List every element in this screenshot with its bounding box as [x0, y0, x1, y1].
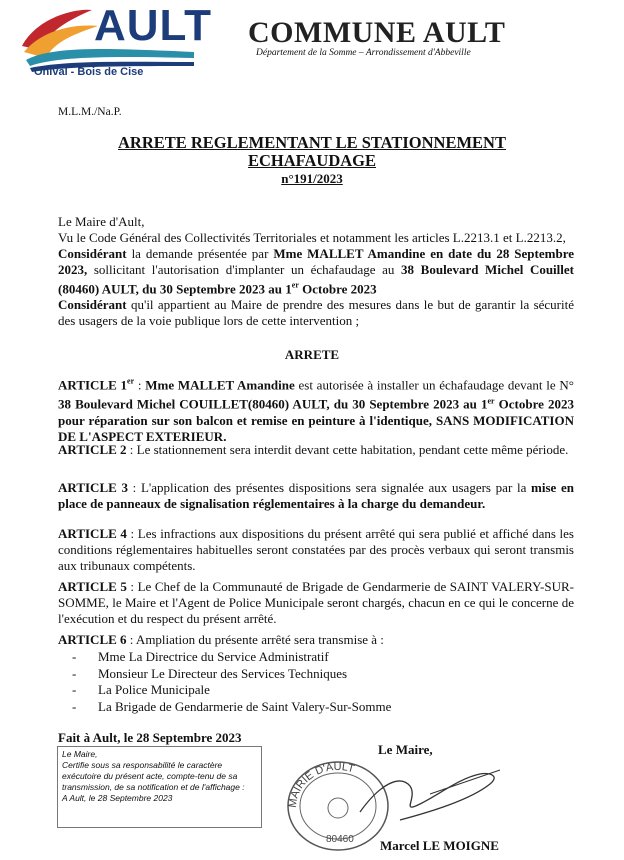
mayor-name: Marcel LE MOIGNE	[380, 838, 499, 853]
article-3: ARTICLE 3 : L'application des présentes dispositions sera signalée aux usagers par la mise en place de panneaux de signalisation réglementaires à la charge du demandeur.	[58, 480, 575, 511]
mayor-label: Le Maire,	[378, 742, 433, 757]
preamble-vu: Vu le Code Général des Collectivités Territoriales et notamment les articles L.2213.1 et L.2213.2,	[58, 230, 566, 245]
commune-subtitle: Département de la Somme – Arrondissement d'Abbeville	[256, 48, 471, 58]
handwritten-signature	[340, 764, 510, 828]
cert-line: Certifie sous sa responsabilité le caractère exécutoire du présent acte, compte-tenu de sa transmission, de sa notification et de l'affichage :	[62, 760, 245, 792]
list-item: - Monsieur Le Directeur des Services Techniques	[72, 665, 348, 681]
document-title-line2: ECHAFAUDAGE	[247, 151, 377, 170]
article-2: ARTICLE 2 : Le stationnement sera interdit devant cette habitation, pendant cette même période.	[58, 442, 569, 457]
list-item: - La Brigade de Gendarmerie de Saint Valery-Sur-Somme	[72, 698, 392, 714]
arrete-heading: ARRETE	[284, 347, 340, 362]
list-item: - Mme La Directrice du Service Administratif	[72, 649, 329, 664]
article-4: ARTICLE 4 : Les infractions aux dispositions du présent arrêté qui sera publié et affiché dans les conditions réglementaires habituelles seront constatées par des procès verbaux qui seront transmis aux tribunaux compétents.	[58, 526, 574, 573]
document-title-line1: ARRETE REGLEMENTANT LE STATIONNEMENT	[118, 133, 506, 152]
preamble-considerant-1: Considérant la demande présentée par Mme MALLET Amandine en date du 28 Septembre 2023, sollicitant l'autorisation d'implanter un échafaudage au 38 Boulevard Michel Couillet (80460) AULT, du 30 Septembre 2023 au 1er Octobre 2023	[58, 246, 575, 297]
article-1: ARTICLE 1er : Mme MALLET Amandine est autorisée à installer un échafaudage devant le N° 38 Boulevard Michel COUILLET(80460) AULT, du 30 Septembre 2023 au 1er Octobre 2023 pour réparation sur son balcon et remise en peinture à l'identique, SANS MODIFICATION DE L'ASPECT EXTERIEUR.	[58, 377, 574, 444]
signed-place-date: Fait à Ault, le 28 Septembre 2023	[58, 730, 242, 745]
stamp-text: MAIRIE D'AULT	[286, 760, 356, 809]
list-item: - La Police Municipale	[72, 682, 210, 697]
cert-line: Le Maire,	[62, 749, 98, 759]
reference-code: M.L.M./Na.P.	[58, 106, 122, 118]
recipient-list	[72, 649, 572, 715]
stamp-code: 80460	[326, 834, 354, 845]
article-5: ARTICLE 5 : Le Chef de la Communauté de Brigade de Gendarmerie de SAINT VALERY-SUR-SOMME, le Maire et l'Agent de Police Municipale seront chargés, chacun en ce qui le concerne de l'exécution et du respect du présent arrêté.	[58, 579, 574, 626]
preamble-considerant-2: Considérant qu'il appartient au Maire de prendre des mesures dans le but de garantir la sécurité des usagers de la voie publique lors de cette intervention ;	[58, 297, 574, 329]
preamble-maire: Le Maire d'Ault,	[58, 214, 145, 229]
commune-title: COMMUNE AULT	[248, 16, 506, 49]
logo-wordmark: AULT	[94, 1, 213, 50]
document-number: n°191/2023	[281, 171, 343, 186]
certification-box	[57, 746, 262, 828]
cert-line: A Ault, le 28 Septembre 2023	[62, 793, 173, 803]
preamble	[58, 214, 574, 329]
logo-subtitle: Onival - Bois de Cise	[34, 66, 144, 78]
article-6: ARTICLE 6 : Ampliation du présente arrêté sera transmise à :	[58, 632, 384, 647]
